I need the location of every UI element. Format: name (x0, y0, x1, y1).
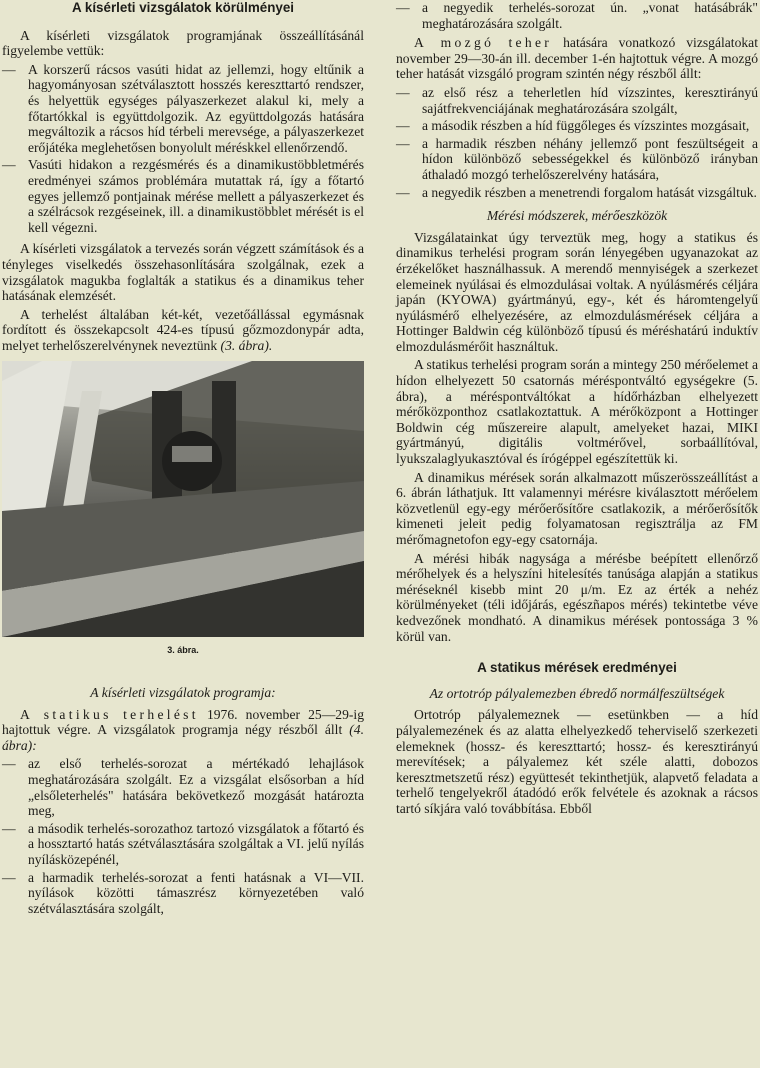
list-item: — az első terhelés-sorozat a mértékadó lehajlások meghatározására szolgált. Ez a vizsgálat elsősorban a híd „elsőleterhelés" hatására bekövetkező mozgását határozta meg, (2, 756, 364, 818)
list-item: — a harmadik részben néhány jellemző pont feszültségeit a hídon különböző sebességekkel és különböző irányban áthaladó mozgó terhelőszerelvény hatására, (396, 136, 758, 183)
results-subheading: Az ortotróp pályalemezben ébredő normálfeszültségek (429, 685, 725, 701)
moving-program-list (396, 85, 758, 200)
list-item: — a második részben a híd függőleges és vízszintes mozgásait, (396, 118, 758, 134)
paragraph: Vizsgálatainkat úgy terveztük meg, hogy a statikus és dinamikus terhelési program során lényegében ugyanazokat az érzékelőket használhassuk. A merendő mennyiségek a szerkezet elemeinek nyúlásai és elmozdulásai voltak. A nyúlásmérés céljára japán (KYOWA) gyártmányú, egy-, két és háromtengelyű nyúlásmérő elhelyezésére, az elmozdulásmérések céljára a Hottinger Baldwin cég különböző típusú és méréshatárú induktív elmozdulásmérőit használtuk. (396, 229, 758, 354)
paragraph: A statikus terhelési program során a mintegy 250 mérőelemet a hídon elhelyezett 50 csatornás méréspontváltó egységekre (5. ábra), a méréspontváltókat a hídőrházban elhelyezett mérőközponthoz csatlakoztattuk. A mérőközpont a Hottinger Boldwin cég műszereire alapult, amelyeket hazai, MIKI gyártmányú, digitális voltmérővel, sorbaállítóval, lyukszalaglyukasztóval és írógéppel egészítettük ki. (396, 357, 758, 467)
list-item: — a második terhelés-sorozathoz tartozó vizsgálatok a főtartó és a hossztartó hatás szétválasztására szolgáltak a VI. jelű nyílás nyílásközepénél, (2, 821, 364, 868)
paragraph: A dinamikus mérések során alkalmazott műszerösszeállítást a 6. ábrán láthatjuk. Itt valamennyi mérésre kiválasztott mérőelem közvetlenül egy-egy mérőerősítőre csatlakozik, a mérőerősítők kimeneti jeleit pedig folyamatosan regisztrálja az FM mérőmagnetofon egy-egy csatornája. (396, 469, 758, 547)
paragraph: A mérési hibák nagysága a mérésbe beépített ellenőrző mérőhelyek és a helyszíni hitelesítés tanúsága alapján a statikus méréseknél kisebb mint 20 μ/m. Ez az érték a nehéz körülményeket (téli időjárás, egészñapos mérés) tekintetbe véve kedvezőnek mondható. A dinamikus mérések pontossága 3 % körül van. (396, 550, 758, 644)
static-program-list-continued (396, 0, 758, 31)
considerations-list (2, 62, 364, 236)
paragraph-text: hatására vonatkozó vizsgálatokat november 29—30-án ill. december 1-én hajtottuk végre. A mozgó teher hatását vizsgáló program szintén négy részből állt: (396, 35, 758, 82)
spaced-lead: A statikus terhelést (20, 706, 199, 722)
program-heading: A kísérleti vizsgálatok programja: (90, 685, 276, 701)
list-item: — az első rész a teherletlen híd vízszintes, keresztirányú sajátfrekvenciájának meghatározására szolgált, (396, 85, 758, 116)
bridge-photo (2, 361, 364, 637)
paragraph (396, 35, 758, 82)
list-item: — Vasúti hidakon a rezgésmérés és a dinamikustöbbletmérés eredményei számos problémára mutattak rá, így a főtartó egyes jellemző pontjainak mérése mellett a pályaszerkezet és a szélrácsok rezgéseinek, ill. a dinamikustöbblet mérését is el kell végezni. (2, 157, 364, 235)
bridge-photo-graphic (2, 361, 364, 637)
list-item: — a negyedik részben a menetrendi forgalom hatását vizsgáltuk. (396, 185, 758, 201)
figure-reference: (4. ábra): (2, 722, 364, 753)
list-item: — a negyedik terhelés-sorozat ún. „vonat hatásábrák" meghatározására szolgált. (396, 0, 758, 31)
paragraph-text: 1976. november 25—29-ig hajtottuk végre. A vizsgálatok programja négy részből állt (2, 706, 364, 738)
paragraph (2, 707, 364, 754)
list-item: — a harmadik terhelés-sorozat a fenti hatásnak a VI—VII. nyílások közötti támaszrész környezetében való szétválasztására szolgált, (2, 870, 364, 917)
paragraph (2, 307, 364, 354)
results-heading: A statikus mérések eredményei (477, 660, 677, 676)
list-item: — A korszerű rácsos vasúti hidat az jellemzi, hogy eltűnik a hagyományosan szétválasztott hosszés kereszttartó rendszer, és helyettük egységes pályaszerkezet alakul ki, mely a főtartókkal is együttdolgozik. Az együttdolgozás hatására megváltozik a rácsos híd térbeli merevsége, a pályaszerkezet erőjátéka meglehetősen bonyolult méréskkel ellenőrzendő. (2, 62, 364, 156)
section-title: A kísérleti vizsgálatok körülményei (71, 0, 295, 15)
left-column (2, 0, 364, 922)
spaced-lead: A mozgó teher (414, 35, 553, 51)
right-column (396, 0, 758, 820)
paragraph: Ortotróp pályalemeznek — esetünkben — a híd pályalemezének és az alatta elhelyezkedő teherviselő szerkezeti elemeknek (hossz- és kereszttartó; hossz- és keresztirányú merevítések; a pályalemez két széle alatti, dobozos keresztmetszetű rész) együttesét tekinthetjük, alapvető feladata a terhelő tengelyekről átadódó erők felvétele és azoknak a rácsos tartó síkjára való továbbítása. Ebből (396, 707, 758, 816)
figure-reference: (3. ábra). (220, 337, 273, 353)
intro-paragraph: A kísérleti vizsgálatok programjának összeállításánál figyelembe vettük: (2, 27, 364, 59)
methods-heading: Mérési módszerek, mérőeszközök (486, 208, 668, 224)
figure-caption: 3. ábra. (167, 645, 199, 656)
paragraph: A kísérleti vizsgálatok a tervezés során végzett számítások és a tényleges viselkedés összehasonlítására szolgálnak, ezek a vizsgálatok magukba foglalták a statikus és a dinamikus teher hatásának elemzését. (2, 241, 364, 304)
paragraph-text: A terhelést általában két-két, vezetőállással egymásnak fordított és összekapcsolt 424-es típusú gőzmozdonypár adta, melyet terhelőszerelvénynek neveztünk (2, 306, 364, 353)
static-program-list (2, 756, 364, 916)
